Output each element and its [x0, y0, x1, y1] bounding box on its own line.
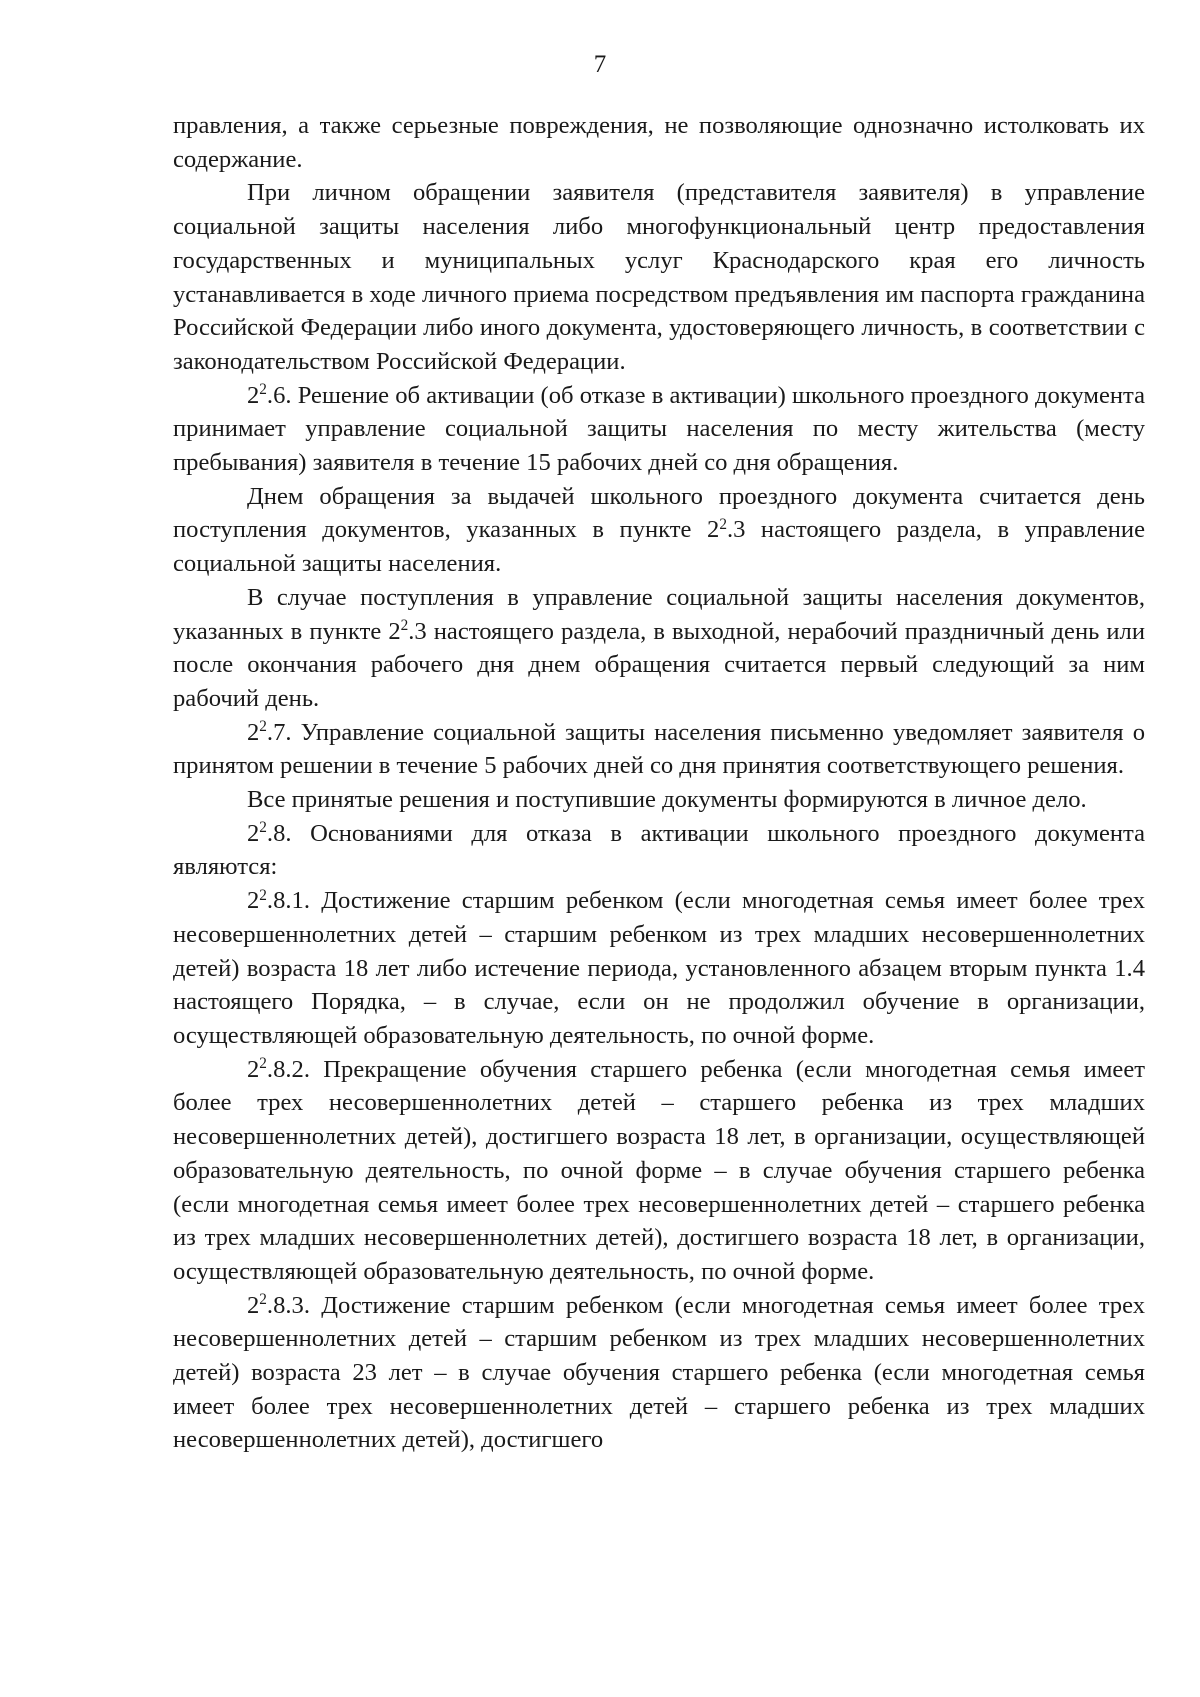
paragraph: [173, 581, 1145, 716]
clause-superscript: 2: [259, 1055, 267, 1073]
paragraph: [173, 817, 1145, 884]
clause-number: 2: [247, 887, 260, 915]
paragraph-text: .8.2. Прекращение обучения старшего ребенка (если многодетная семья имеет более трех несовершеннолетних детей – старшего ребенка из трех младших несовершеннолетних детей), достигшего возраста 18 лет, в организации, осуществляющей образовательную деятельность, по очной форме – в случае обучения старшего ребенка (если многодетная семья имеет более трех несовершеннолетних детей – старшего ребенка из трех младших несовершеннолетних детей), достигшего возраста 18 лет, в организации, осуществляющей образовательную деятельность, по очной форме.: [173, 1055, 1145, 1285]
paragraph: [173, 1053, 1145, 1289]
clause-superscript: 2: [259, 718, 267, 736]
paragraph: [173, 109, 1145, 176]
paragraph-text: .3 настоящего раздела, в выходной, нерабочий праздничный день или после окончания рабочего дня днем обращения считается первый следующий за ним рабочий день.: [173, 617, 1145, 712]
paragraph: [173, 176, 1145, 378]
paragraph-text: правления, а также серьезные повреждения, не позволяющие однозначно истолковать их содержание.: [173, 112, 1145, 173]
paragraph-text: При личном обращении заявителя (представителя заявителя) в управление социальной защиты населения либо многофункциональный центр предоставления государственных и муниципальных услуг Краснодарского края его личность устанавливается в ходе личного приема посредством предъявления им паспорта гражданина Российской Федерации либо иного документа, удостоверяющего личность, в соответствии с законодательством Российской Федерации.: [173, 179, 1145, 375]
document-body: [173, 109, 1145, 1457]
clause-number: 2: [247, 381, 260, 409]
paragraph: [173, 884, 1145, 1053]
paragraph: [173, 379, 1145, 480]
clause-superscript: 2: [259, 886, 267, 904]
paragraph: [173, 716, 1145, 783]
paragraph: [173, 1289, 1145, 1458]
clause-superscript: 2: [400, 617, 409, 635]
clause-number: 2: [247, 718, 260, 746]
paragraph-text: Все принятые решения и поступившие документы формируются в личное дело.: [247, 786, 1087, 814]
paragraph-text: Днем обращения за выдачей школьного проездного документа считается день поступления документов, указанных в пункте 2: [173, 482, 1145, 544]
clause-number: 2: [247, 1055, 260, 1083]
paragraph-text: .7. Управление социальной защиты населения письменно уведомляет заявителя о принятом решении в течение 5 рабочих дней со дня принятия соответствующего решения.: [173, 718, 1145, 780]
paragraph-text: .8.3. Достижение старшим ребенком (если многодетная семья имеет более трех несовершеннолетних детей – старшим ребенком из трех младших несовершеннолетних детей) возраста 23 лет – в случае обучения старшего ребенка (если многодетная семья имеет более трех несовершеннолетних детей – старшего ребенка из трех младших несовершеннолетних детей), достигшего: [173, 1291, 1145, 1454]
paragraph-text: .6. Решение об активации (об отказе в активации) школьного проездного документа принимает управление социальной защиты населения по месту жительства (месту пребывания) заявителя в течение 15 рабочих дней со дня обращения.: [173, 381, 1145, 477]
paragraph: [173, 480, 1145, 581]
clause-superscript: 2: [259, 819, 267, 837]
paragraph-text: .8.1. Достижение старшим ребенком (если многодетная семья имеет более трех несовершеннолетних детей – старшим ребенком из трех младших несовершеннолетних детей) возраста 18 лет либо истечение периода, установленного абзацем вторым пункта 1.4 настоящего Порядка, – в случае, если он не продолжил обучение в организации, осуществляющей образовательную деятельность, по очной форме.: [173, 887, 1145, 1049]
clause-superscript: 2: [719, 516, 727, 534]
paragraph-text: .8. Основаниями для отказа в активации школьного проездного документа являются:: [173, 819, 1145, 881]
page-number: 7: [593, 51, 607, 78]
clause-superscript: 2: [259, 381, 267, 399]
clause-number: 2: [247, 1291, 260, 1319]
paragraph: [173, 783, 1145, 817]
clause-superscript: 2: [259, 1291, 267, 1309]
paragraph-text: В случае поступления в управление социальной защиты населения документов, указанных в пункте 2: [173, 583, 1145, 645]
clause-number: 2: [247, 819, 260, 847]
paragraph-text: .3 настоящего раздела, в управление социальной защиты населения.: [173, 516, 1145, 578]
